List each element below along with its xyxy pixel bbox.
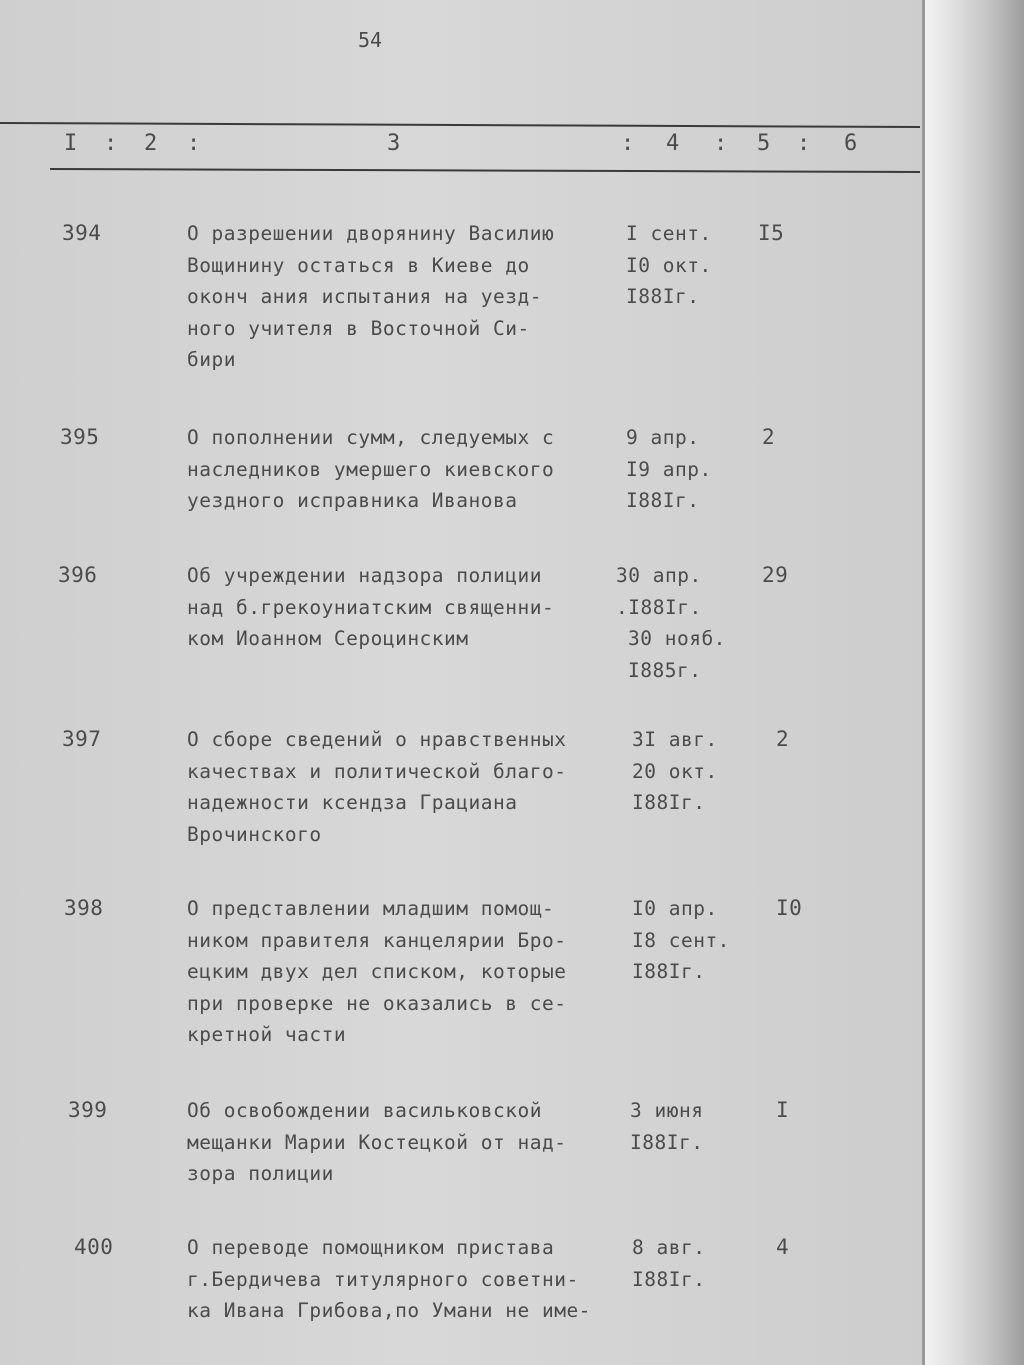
- entry-row: [0, 422, 925, 532]
- entry-row: [0, 893, 925, 1063]
- entry-sheets: 2: [762, 425, 776, 449]
- entry-number: 398: [64, 896, 104, 920]
- column-number-4: 4: [666, 131, 680, 156]
- column-number-2: 2: [144, 131, 158, 156]
- entry-title: Об учреждении надзора полиции над б.грекоуниатским священни- ком Иоанном Сероцинским: [187, 564, 555, 650]
- entry-title: О пополнении сумм, следуемых с наследников умершего киевского уездного исправника Иванова: [187, 426, 555, 512]
- column-separator: :: [187, 131, 201, 156]
- column-number-6: 6: [844, 131, 858, 156]
- entry-title: О переводе помощником пристава г.Бердичева титулярного советни- ка Ивана Грибова,по Умани не име-: [187, 1236, 591, 1322]
- entry-number: 395: [60, 425, 100, 449]
- column-separator: :: [621, 131, 635, 156]
- entry-number: 396: [58, 563, 98, 587]
- page-number: 54: [358, 28, 383, 52]
- column-number-3: 3: [387, 131, 401, 156]
- entry-title: О сборе сведений о нравственных качествах и политической благо- надежности ксендза Грациана Врочинского: [187, 728, 567, 846]
- entry-dates: 8 авг. I88Iг.: [632, 1236, 706, 1291]
- entry-dates: 3 июня I88Iг.: [630, 1099, 704, 1154]
- entry-dates: I сент. I0 окт. I88Iг.: [626, 222, 712, 308]
- column-separator: :: [104, 131, 118, 156]
- header-rule-bottom: [50, 168, 920, 173]
- entry-sheets: 29: [762, 563, 789, 587]
- entry-title: О разрешении дворянину Василию Вощинину остаться в Киеве до оконч ания испытания на уезд- ного учителя в Восточной Си- бири: [187, 222, 555, 371]
- entry-row: [0, 1095, 925, 1205]
- entry-sheets: I0: [776, 896, 803, 920]
- header-rule-top: [0, 122, 920, 128]
- entry-sheets: 4: [776, 1235, 790, 1259]
- entry-title: Об освобождении васильковской мещанки Марии Костецкой от над- зора полиции: [187, 1099, 567, 1185]
- entry-number: 394: [62, 221, 102, 245]
- entry-number: 399: [68, 1098, 108, 1122]
- entry-number: 397: [62, 727, 102, 751]
- column-separator: :: [714, 131, 728, 156]
- entry-row: [0, 1232, 925, 1342]
- entry-dates: 30 апр. .I88Iг. 30 нояб. I885г.: [616, 564, 726, 682]
- entry-title: О представлении младшим помощ- ником правителя канцелярии Бро- ецким двух дел списком, которые при проверке не оказались в се- кретной части: [187, 897, 567, 1046]
- entry-dates: I0 апр. I8 сент. I88Iг.: [632, 897, 730, 983]
- entry-dates: 9 апр. I9 апр. I88Iг.: [626, 426, 712, 512]
- entry-row: [0, 724, 925, 864]
- entry-dates: 3I авг. 20 окт. I88Iг.: [632, 728, 718, 814]
- column-separator: :: [797, 131, 811, 156]
- entry-row: [0, 218, 925, 388]
- entry-sheets: I: [776, 1098, 790, 1122]
- entry-row: [0, 560, 925, 700]
- entry-sheets: I5: [758, 221, 785, 245]
- entry-number: 400: [74, 1235, 114, 1259]
- column-number-5: 5: [757, 131, 771, 156]
- page-edge: [925, 0, 1024, 1365]
- column-number-1: I: [64, 131, 78, 156]
- entry-sheets: 2: [776, 727, 790, 751]
